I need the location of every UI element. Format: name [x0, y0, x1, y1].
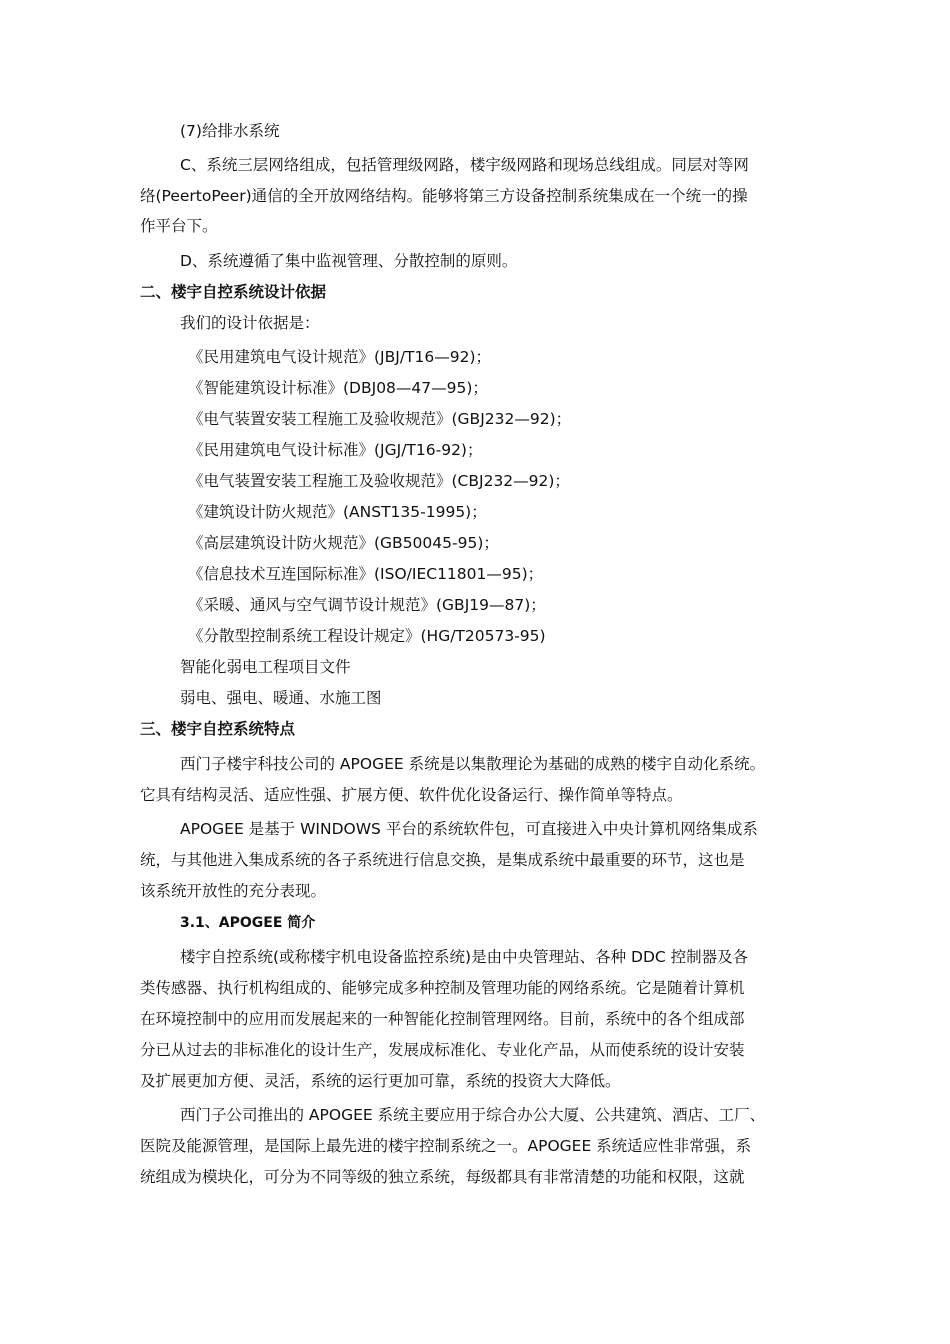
- intro-para-2-line-2: 医院及能源管理，是国际上最先进的楼宇控制系统之一。APOGEE 系统适应性非常强，系: [140, 1137, 752, 1155]
- reference-item-6: 《建筑设计防火规范》(ANST135-1995)；: [188, 503, 487, 521]
- reference-item-4: 《民用建筑电气设计标准》(JGJ/T16-92)；: [188, 441, 483, 459]
- reference-item-project-docs: 智能化弱电工程项目文件: [180, 658, 351, 676]
- features-para-1-line-2: 它具有结构灵活、适应性强、扩展方便、软件优化设备运行、操作简单等特点。: [140, 786, 683, 804]
- paragraph-d: D、系统遵循了集中监视管理、分散控制的原则。: [180, 252, 518, 270]
- intro-para-2-line-3: 统组成为模块化，可分为不同等级的独立系统，每级都具有非常清楚的功能和权限，这就: [140, 1168, 745, 1186]
- reference-item-drawings: 弱电、强电、暖通、水施工图: [180, 689, 382, 707]
- reference-item-10: 《分散型控制系统工程设计规定》(HG/T20573-95): [188, 627, 546, 645]
- reference-item-5: 《电气装置安装工程施工及验收规范》(CBJ232—92)；: [188, 472, 570, 490]
- reference-item-1: 《民用建筑电气设计规范》(JBJ/T16—92)；: [188, 348, 492, 366]
- intro-para-1-line-5: 及扩展更加方便、灵活，系统的运行更加可靠，系统的投资大大降低。: [140, 1072, 621, 1090]
- reference-item-7: 《高层建筑设计防火规范》(GB50045-95)；: [188, 534, 499, 552]
- reference-item-9: 《采暖、通风与空气调节设计规范》(GBJ19—87)；: [188, 596, 546, 614]
- section-heading-2: 二、楼宇自控系统设计依据: [140, 283, 327, 301]
- reference-item-3: 《电气装置安装工程施工及验收规范》(GBJ232—92)；: [188, 410, 572, 428]
- paragraph-c-line-3: 作平台下。: [140, 217, 218, 235]
- reference-item-8: 《信息技术互连国际标准》(ISO/IEC11801—95)；: [188, 565, 544, 583]
- intro-para-1-line-2: 类传感器、执行机构组成的、能够完成多种控制及管理功能的网络系统。它是随着计算机: [140, 979, 745, 997]
- features-para-2-line-1: APOGEE 是基于 WINDOWS 平台的系统软件包，可直接进入中央计算机网络集成系: [180, 820, 758, 838]
- paragraph-c-line-2: 络(PeertoPeer)通信的全开放网络结构。能够将第三方设备控制系统集成在一个统一的操: [140, 187, 748, 205]
- intro-para-1-line-4: 分已从过去的非标准化的设计生产，发展成标准化、专业化产品，从而使系统的设计安装: [140, 1041, 745, 1059]
- intro-para-1-line-3: 在环境控制中的应用而发展起来的一种智能化控制管理网络。目前，系统中的各个组成部: [140, 1010, 745, 1028]
- features-para-2-line-2: 统，与其他进入集成系统的各子系统进行信息交换，是集成系统中最重要的环节，这也是: [140, 851, 745, 869]
- features-para-1-line-1: 西门子楼宇科技公司的 APOGEE 系统是以集散理论为基础的成熟的楼宇自动化系统。: [180, 755, 766, 773]
- reference-item-2: 《智能建筑设计标准》(DBJ08—47—95)；: [188, 379, 488, 397]
- list-item-water-system: (7)给排水系统: [180, 122, 280, 140]
- intro-para-1-line-1: 楼宇自控系统(或称楼宇机电设备监控系统)是由中央管理站、各种 DDC 控制器及各: [180, 948, 749, 966]
- design-basis-intro: 我们的设计依据是：: [180, 314, 320, 332]
- section-heading-3: 三、楼宇自控系统特点: [140, 720, 296, 738]
- paragraph-c-line-1: C、系统三层网络组成，包括管理级网路，楼宇级网路和现场总线组成。同层对等网: [180, 156, 749, 174]
- intro-para-2-line-1: 西门子公司推出的 APOGEE 系统主要应用于综合办公大厦、公共建筑、酒店、工厂、: [180, 1106, 766, 1124]
- features-para-2-line-3: 该系统开放性的充分表现。: [140, 882, 327, 900]
- subsection-heading-3-1: 3.1、APOGEE 简介: [180, 915, 316, 931]
